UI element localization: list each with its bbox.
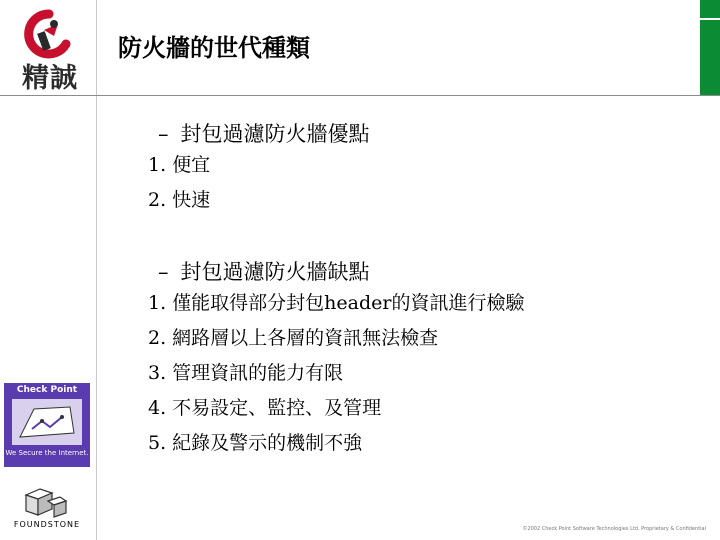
foundstone-logo-icon [20, 485, 70, 519]
company-logo-icon [14, 8, 84, 60]
checkpoint-logo [4, 383, 90, 467]
accent-bar-top [700, 0, 720, 18]
title-rule [0, 95, 720, 96]
advantages-heading [158, 118, 370, 148]
list-item: 1. 僅能取得部分封包header的資訊進行檢驗 [148, 292, 525, 314]
foundstone-logo-text: FOUNDSTONE [13, 520, 81, 529]
list-item: 5. 紀錄及警示的機制不強 [148, 432, 363, 454]
company-logo-text: 精誠 [22, 63, 78, 94]
disadvantages-heading [158, 256, 370, 286]
list-item: 2. 網路層以上各層的資訊無法檢查 [148, 327, 439, 349]
disadvantages-heading-text: 封包過濾防火牆缺點 [180, 260, 370, 284]
advantages-heading-text: 封包過濾防火牆優點 [180, 122, 370, 146]
advantages-list [148, 148, 210, 218]
checkpoint-logo-title: Check Point [16, 385, 78, 395]
disadvantages-list [148, 286, 524, 461]
list-item: 2. 快速 [148, 189, 211, 211]
advantages-dash: – [158, 122, 169, 146]
copyright-footer: ©2002 Check Point Software Technologies Ltd. Proprietary & Confidential [522, 526, 706, 532]
accent-bar [700, 20, 720, 96]
list-item: 3. 管理資訊的能力有限 [148, 362, 344, 384]
list-item: 4. 不易設定、監控、及管理 [148, 397, 382, 419]
sidebar [0, 0, 97, 540]
checkpoint-graphic-icon [12, 399, 82, 445]
list-item: 1. 便宜 [148, 154, 211, 176]
checkpoint-slogan: We Secure the Internet. [5, 449, 89, 457]
sidebar-divider [96, 0, 97, 540]
slide-title: 防火牆的世代種類 [118, 33, 310, 62]
disadvantages-dash: – [158, 260, 169, 284]
